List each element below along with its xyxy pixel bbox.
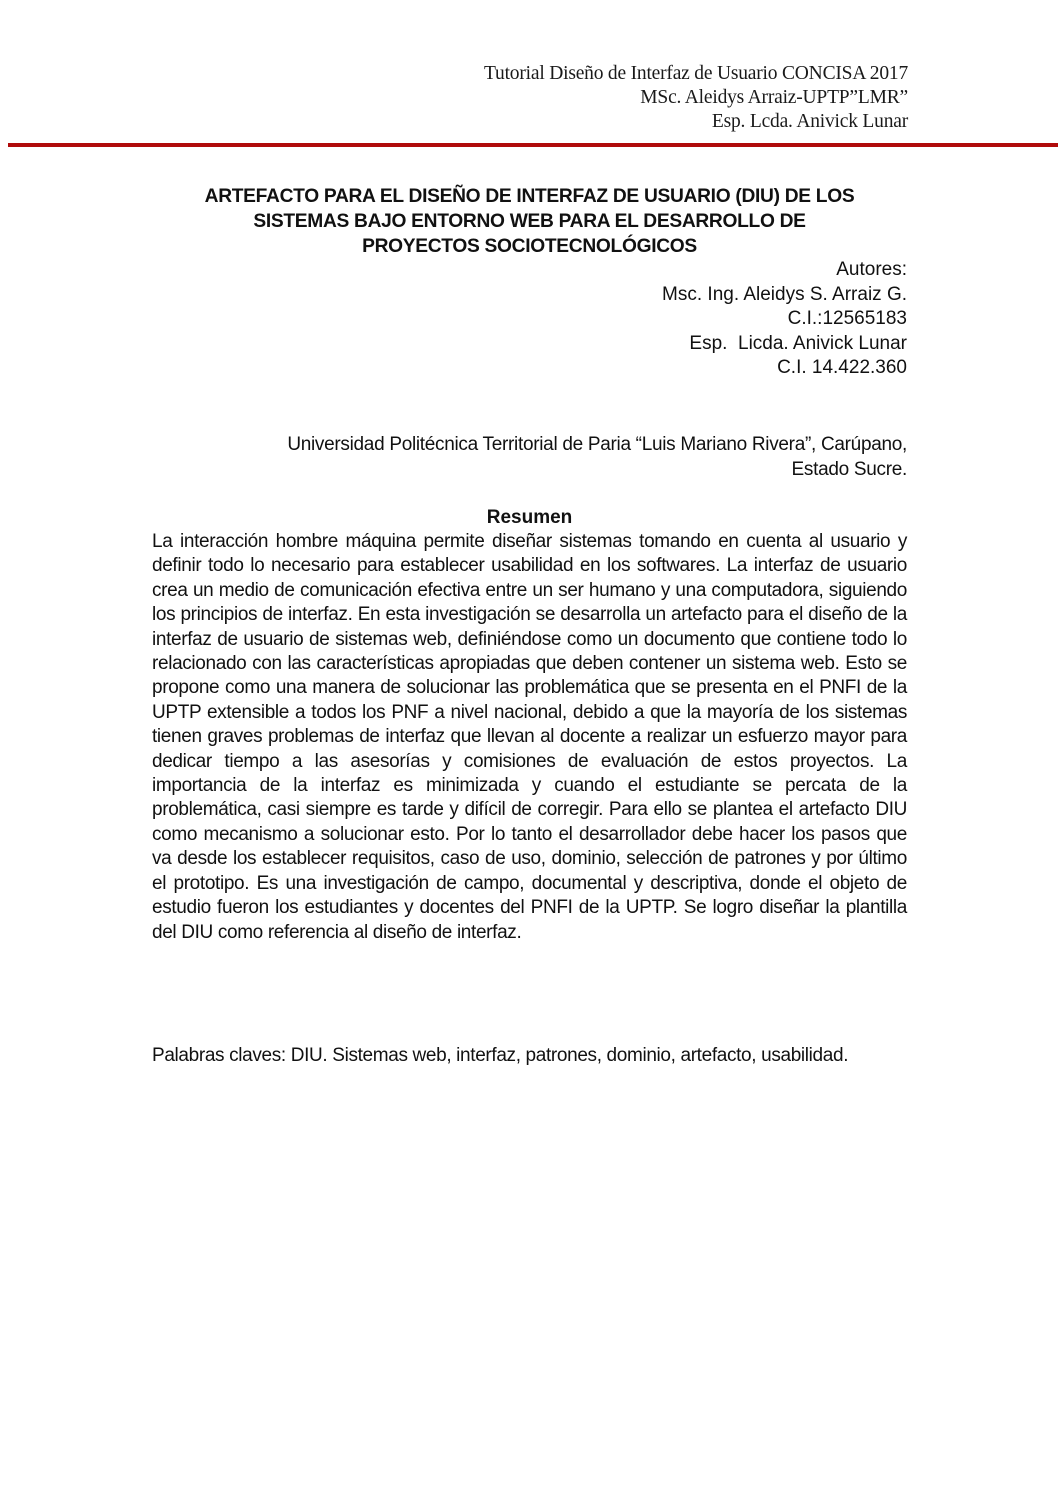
title-line: ARTEFACTO PARA EL DISEÑO DE INTERFAZ DE USUARIO (DIU) DE LOS [204, 186, 855, 207]
affiliation-line: Estado Sucre. [791, 459, 907, 480]
header-line-tutorial: Tutorial Diseño de Interfaz de Usuario CONCISA 2017 [484, 63, 908, 84]
running-header [484, 62, 908, 134]
header-line-author-1: MSc. Aleidys Arraiz-UPTP”LMR” [640, 87, 908, 108]
abstract-heading: Resumen [486, 507, 573, 528]
affiliation-line: Universidad Politécnica Territorial de Paria “Luis Mariano Rivera”, Carúpano, [287, 434, 907, 455]
title-line: SISTEMAS BAJO ENTORNO WEB PARA EL DESARROLLO DE [253, 211, 806, 232]
author-id: C.I.:12565183 [787, 308, 907, 329]
document-title [152, 184, 907, 259]
author-name: Msc. Ing. Aleidys S. Arraiz G. [662, 283, 907, 305]
header-line-author-2: Esp. Lcda. Anivick Lunar [711, 111, 908, 132]
author-id: C.I. 14.422.360 [777, 357, 907, 378]
authors-label: Autores: [836, 259, 907, 280]
affiliation-block [152, 432, 907, 482]
author-name: Esp. Licda. Anivick Lunar [689, 332, 907, 354]
abstract-text: La interacción hombre máquina permite diseñar sistemas tomando en cuenta al usuario y definir todo lo necesario para establecer usabilidad en los softwares. La interfaz de usuario crea un medio de comunicación efectiva entre un ser humano y una computadora, siguiendo los principios de interfaz. En esta investigación se desarrolla un artefacto para el diseño de la interfaz de usuario de sistemas web, definiéndose como un documento que contiene todo lo relacionado con las características apropiadas que deben contener un sistema web. Esto se propone como una manera de solucionar las problemática que se presenta en el PNFI de la UPTP extensible a todos los PNF a nivel nacional, debido a que la mayoría de los sistemas tienen graves problemas de interfaz que llevan al docente a realizar un esfuerzo mayor para dedicar tiempo a las asesorías y comisiones de evaluación de estos proyectos. La importancia de la interfaz es minimizada y cuando el estudiante se percata de la problemática, casi siempre es tarde y difícil de corregir. Para ello se plantea el artefacto DIU como mecanismo a solucionar esto. Por lo tanto el desarrollador debe hacer los pasos que va desde los establecer requisitos, caso de uso, dominio, selección de patrones y por último el prototipo. Es una investigación de campo, documental y descriptiva, donde el objeto de estudio fueron los estudiantes y docentes del PNFI de la UPTP. Se logro diseñar la plantilla del DIU como referencia al diseño de interfaz. [152, 531, 907, 943]
header-divider-rule [8, 143, 1058, 147]
title-line: PROYECTOS SOCIOTECNOLÓGICOS [362, 236, 697, 257]
authors-block [152, 258, 907, 381]
keywords-text: Palabras claves: DIU. Sistemas web, interfaz, patrones, dominio, artefacto, usabilidad. [152, 1045, 849, 1066]
